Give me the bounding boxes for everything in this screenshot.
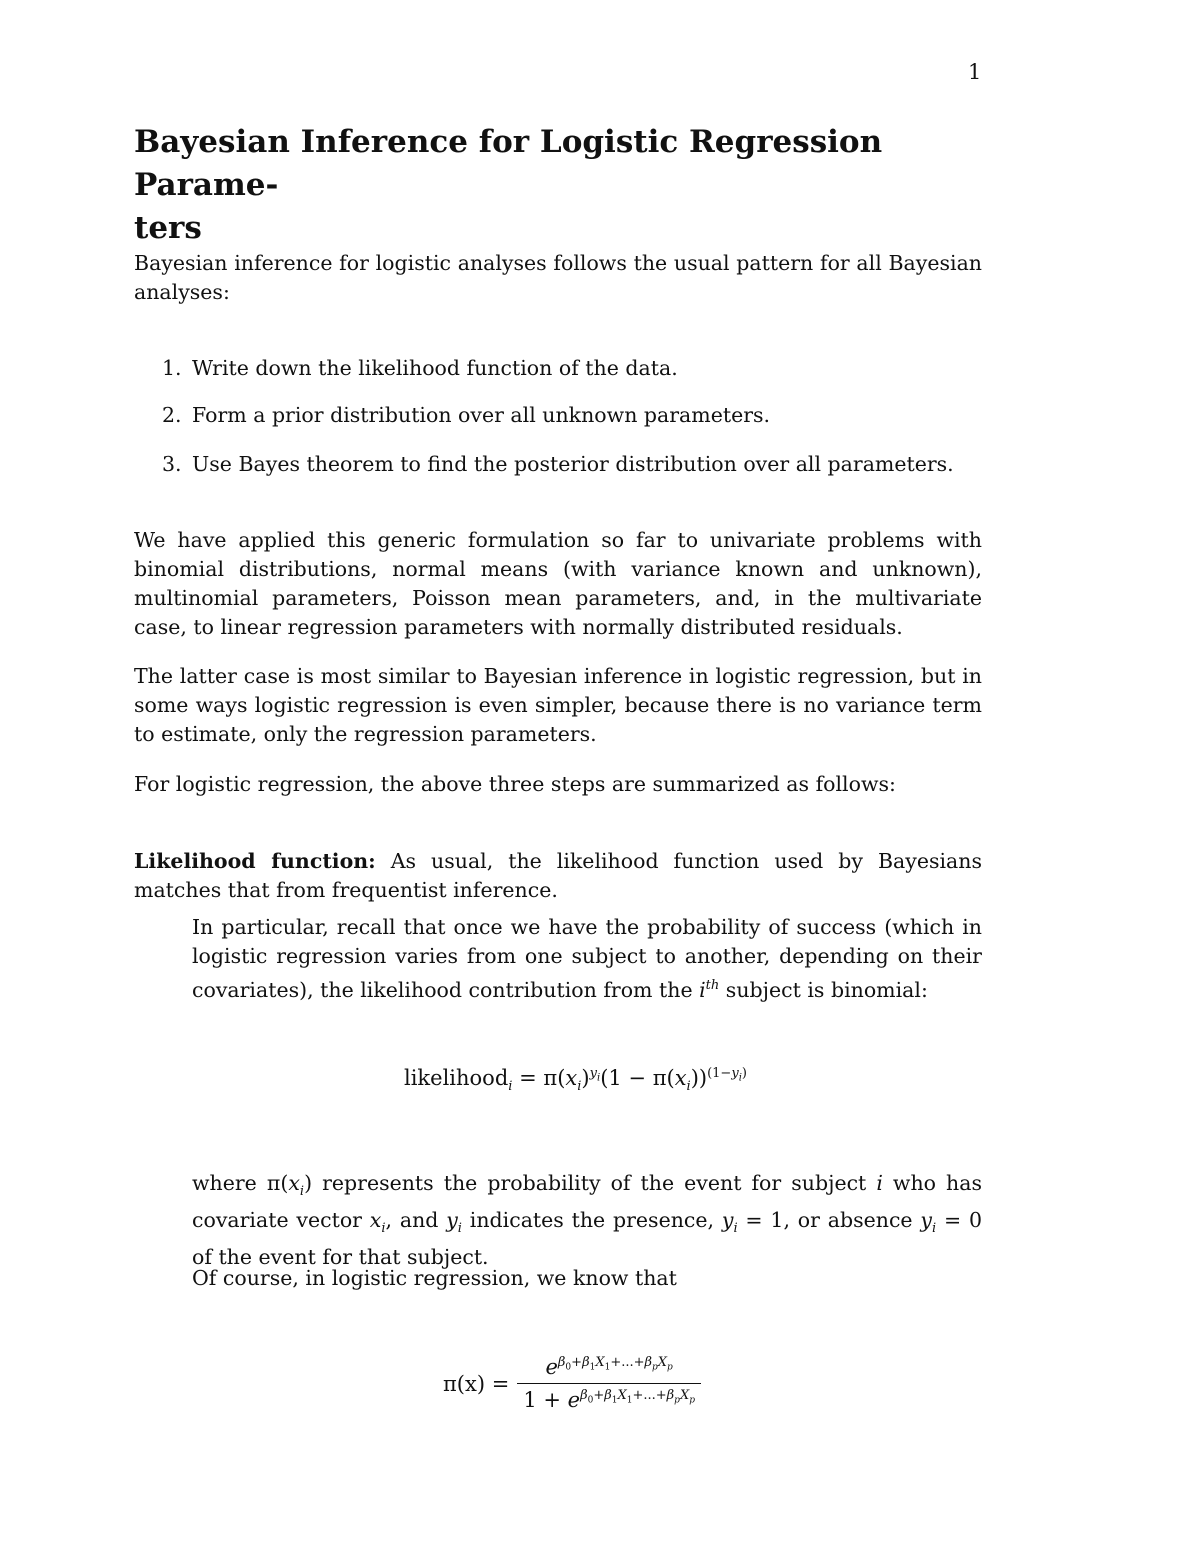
eq1-subscript: i [508,1079,513,1095]
eq1-rhs: = $\pi(x_i)^{y_i}(1 - \pi(x_i))^{(1-y_i)}$ [512,1066,747,1095]
where-paragraph: where $\pi(x_i)$ represents the probability of the event for subject i who has covariate vector $x_i$, and $y_i$ indicates the presence, $y_i = 1$, or absence $y_i = 0$ of the event for that subject. [192,1171,982,1270]
intro-paragraph: Bayesian inference for logistic analyses follows the usual pattern for all Bayesian analyses: [134,251,982,304]
list-item-text: Form a prior distribution over all unknown parameters. [192,403,771,427]
particular-paragraph [192,913,982,1005]
list-item-number: 1. [162,356,182,380]
page-number: 1 [968,60,982,84]
summary-paragraph: For logistic regression, the above three steps are summarized as follows: [134,772,896,796]
likelihood-heading: Likelihood function: [134,849,376,873]
list-item-number: 2. [162,403,182,427]
list-item-text: Write down the likelihood function of the data. [192,356,678,380]
list-item-number: 3. [162,452,182,476]
logistic-equation [443,1355,701,1412]
eq2-denominator: $1 + e^{\beta_0+\beta_1X_1+...+\beta_pX_p}$ [517,1383,701,1412]
likelihood-lead: As usual, the likelihood function used by Bayesians matches that from frequentist inference. [134,849,982,902]
list-item-text: Use Bayes theorem to find the posterior distribution over all parameters. [192,452,954,476]
likelihood-definition [134,847,982,905]
particular-i: i [699,977,706,1002]
particular-text-a: In particular, recall that once we have the probability of success (which in logistic regression varies from one subject to another, depending on their covariates), the likelihood contribution from the [192,915,982,1002]
eq2-lhs: π(x) = [443,1371,510,1396]
applied-paragraph: We have applied this generic formulation so far to univariate problems with binomial distributions, normal means (with variance known and unknown), multinomial parameters, Poisson mean parameters, and, in the multivariate case, to linear regression parameters with normally distributed residuals. [134,528,982,639]
of-course-paragraph: Of course, in logistic regression, we know that [192,1266,677,1290]
eq2-fraction [517,1355,701,1412]
list-item [162,450,982,478]
title-line-1: Bayesian Inference for Logistic Regression Parame- [134,124,883,203]
latter-paragraph: The latter case is most similar to Bayesian inference in logistic regression, but in some ways logistic regression is even simpler, because there is no variance term to estimate, only the regression parameters. [134,664,982,746]
particular-th: th [705,978,720,993]
eq1-lhs: likelihood [404,1066,509,1090]
particular-text-b: subject is binomial: [719,977,928,1002]
eq2-numerator: $e^{\beta_0+\beta_1X_1+...+\beta_pX_p}$ [545,1355,673,1379]
title-line-2: ters [134,210,202,246]
page-title [134,121,994,250]
list-item [162,401,982,429]
likelihood-equation [404,1066,747,1094]
list-item [162,354,982,382]
